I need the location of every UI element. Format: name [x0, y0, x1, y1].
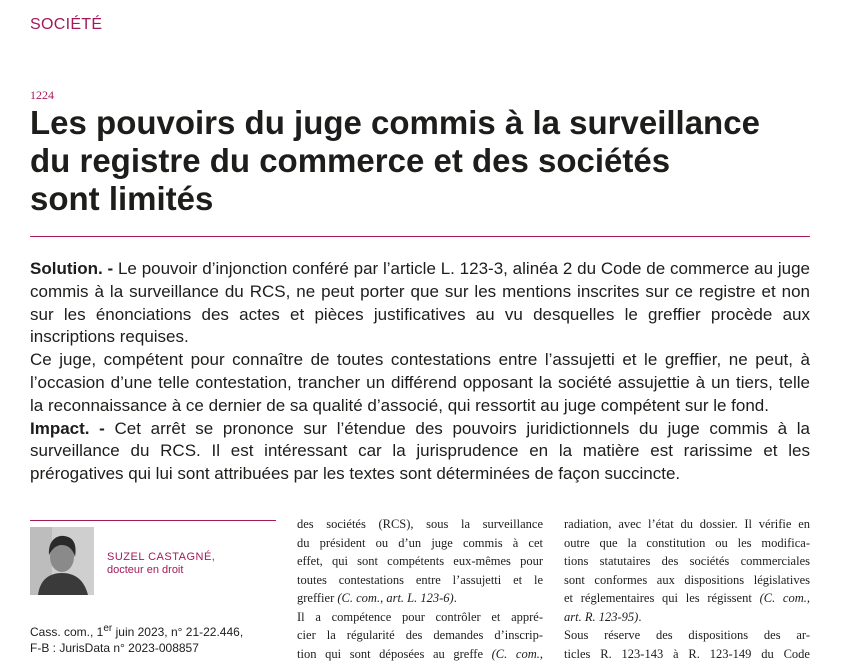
author-divider	[30, 520, 276, 521]
author-name: SUZEL CASTAGNÉ,	[107, 551, 216, 563]
column-line: radiation, avec l’état du dossier. Il vérifie en	[564, 517, 810, 531]
column-line: du président ou d’un juge commis à cet	[297, 535, 543, 550]
citation-line: F-B : JurisData n° 2023-008857	[30, 641, 199, 655]
author-block	[30, 527, 276, 597]
citation-prefix: Cass. com., 1	[30, 625, 104, 639]
citation-line	[30, 621, 280, 640]
title-line: du registre du commerce et des sociétés	[30, 142, 671, 179]
column-line: tions statutaires des sociétés commerciales	[564, 554, 810, 568]
author-photo	[30, 527, 94, 595]
title-line: sont limités	[30, 180, 214, 217]
column-line: Sous réserve des dispositions des ar-	[564, 628, 810, 642]
solution-paragraph	[30, 258, 810, 349]
case-citation	[30, 621, 280, 656]
legal-reference: art. R. 123-95)	[564, 609, 639, 624]
author-portrait-icon	[30, 527, 94, 595]
column-line: cier la régularité des demandes d’inscrip-	[297, 628, 543, 642]
column-line: outre que la constitution ou les modifica-	[564, 535, 810, 550]
legal-reference: (C. com.,	[751, 591, 810, 605]
body-column-middle	[297, 515, 543, 663]
article-number: 1224	[30, 88, 54, 102]
body-column-right	[564, 515, 810, 663]
impact-label: Impact. -	[30, 418, 105, 438]
column-line: toutes contestations entre l’assujetti et le	[297, 572, 543, 587]
legal-reference: (C. com., art. L. 123-6)	[334, 591, 454, 605]
column-line: art. R. 123-95).	[564, 609, 642, 624]
summary-block	[30, 258, 810, 486]
column-line: ticles R. 123-143 à R. 123-149 du Code	[564, 646, 810, 661]
citation-sup: er	[103, 623, 113, 634]
column-line: sont conformes aux dispositions législatives	[564, 572, 810, 587]
column-line: greffier (C. com., art. L. 123-6).	[297, 591, 457, 605]
column-line: tion qui sont déposées au greffe (C. com.,	[297, 646, 543, 661]
author-role: docteur en droit	[107, 564, 184, 576]
impact-text: Cet arrêt se prononce sur l’étendue des pouvoirs juridictionnels du juge commis à la surveillance du RCS. Il est intéressant car la jurisprudence en la matière est rarissime et les prérogatives qui lui sont attribuées par les textes sont déterminées de façon succincte.	[30, 418, 810, 484]
column-line: et réglementaires qui les régissent (C. com.,	[564, 591, 810, 605]
solution-text: Le pouvoir d’injonction conféré par l’article L. 123-3, alinéa 2 du Code de commerce au juge commis à la surveillance du RCS, ne peut porter que sur les mentions inscrites sur ce registre et non sur les énonciations des actes et pièces justificatives au vu desquelles le greffier procède aux inscriptions requises.	[30, 259, 810, 347]
section-label: SOCIÉTÉ	[30, 16, 103, 33]
solution-label: Solution. -	[30, 259, 114, 278]
impact-paragraph	[30, 418, 810, 486]
title-line: Les pouvoirs du juge commis à la surveillance	[30, 104, 760, 141]
title-divider	[30, 236, 810, 237]
column-line: des sociétés (RCS), sous la surveillance	[297, 517, 543, 531]
column-line: Il a compétence pour contrôler et appré-	[297, 609, 543, 624]
citation-suffix: juin 2023, n° 21-22.446,	[112, 625, 244, 639]
article-title	[30, 104, 830, 218]
solution-paragraph-2: Ce juge, compétent pour connaître de toutes contestations entre l’assujetti et le greffier, ne peut, à l’occasion d’une telle contestation, trancher un différend opposant la société assujettie à un tiers, telle la reconnaissance à ce dernier de sa qualité d’associé, qui ressortit au juge compétent sur le fond.	[30, 350, 810, 415]
column-line: effet, qui sont compétents eux-mêmes pour	[297, 554, 543, 568]
legal-reference: (C. com.,	[483, 646, 543, 661]
